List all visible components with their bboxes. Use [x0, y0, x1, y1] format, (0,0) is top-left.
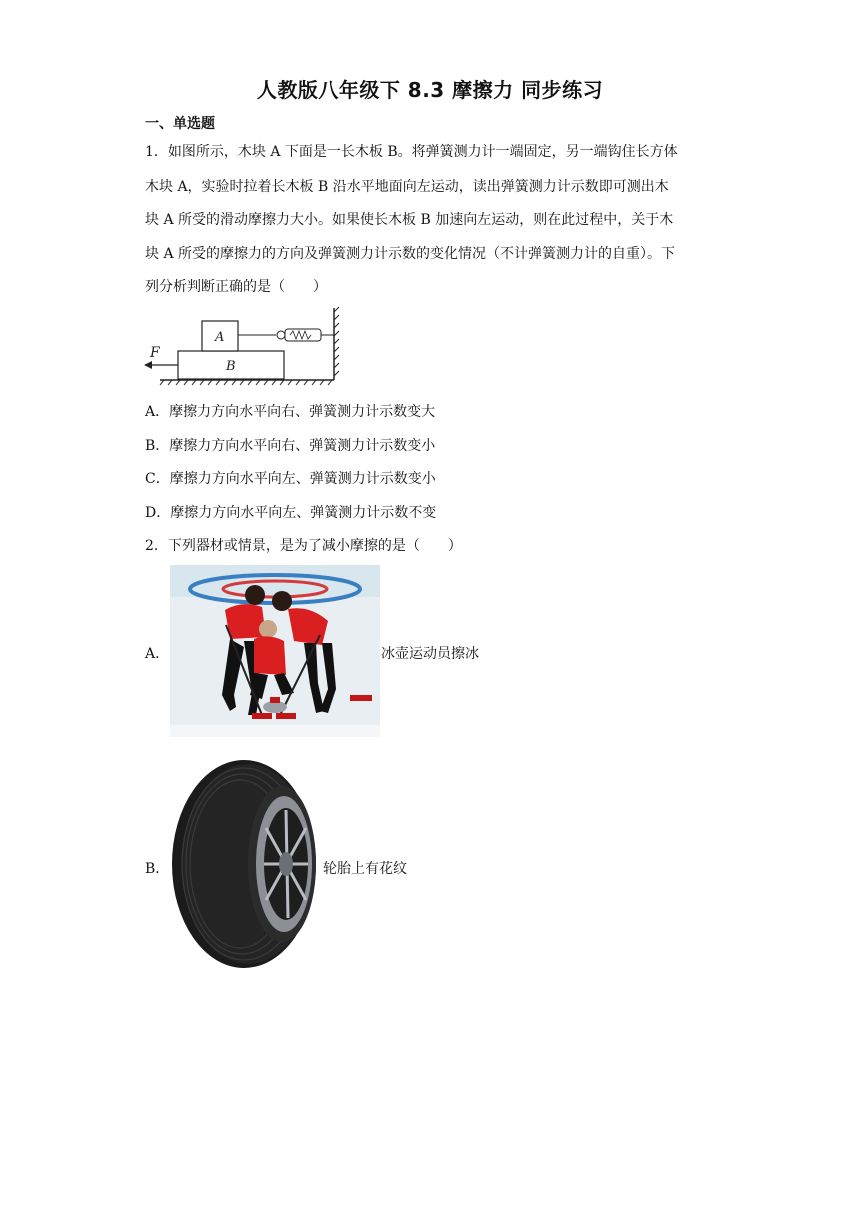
question-1-line-4: 块 A 所受的摩擦力的方向及弹簧测力计示数的变化情况（不计弹簧测力计的自重）。下	[145, 246, 676, 262]
q1-option-d[interactable]: D．摩擦力方向水平向左、弹簧测力计示数不变	[145, 505, 437, 521]
block-a-label: A	[215, 330, 225, 345]
question-2-stem: 2．下列器材或情景，是为了减小摩擦的是（ ）	[145, 538, 462, 554]
q2-option-a-caption: 冰壶运动员擦冰	[381, 646, 479, 662]
question-1-line-5: 列分析判断正确的是（ ）	[145, 279, 327, 295]
q2-option-b-letter[interactable]: B．	[145, 861, 170, 877]
hook-ring	[277, 331, 285, 339]
friction-experiment-diagram	[140, 306, 340, 386]
q2-option-b-caption: 轮胎上有花纹	[323, 861, 407, 877]
q1-option-b[interactable]: B．摩擦力方向水平向右、弹簧测力计示数变小	[145, 438, 436, 454]
q1-option-c[interactable]: C．摩擦力方向水平向左、弹簧测力计示数变小	[145, 471, 436, 487]
question-1-line-3: 块 A 所受的滑动摩擦力大小。如果使长木板 B 加速向左运动，则在此过程中，关于木	[145, 212, 674, 228]
question-1-line-1: 1．如图所示，木块 A 下面是一长木板 B。将弹簧测力计一端固定，另一端钩住长方体	[145, 144, 678, 160]
question-1-line-2: 木块 A，实验时拉着长木板 B 沿水平地面向左运动，读出弹簧测力计示数即可测出木	[145, 179, 669, 195]
force-label: F	[150, 345, 160, 361]
board-b-label: B	[226, 359, 236, 374]
tire-tread-image	[170, 758, 320, 970]
q1-option-a[interactable]: A．摩擦力方向水平向右、弹簧测力计示数变大	[145, 404, 436, 420]
force-arrowhead	[144, 361, 152, 369]
section-heading: 一、单选题	[145, 116, 215, 132]
curling-sweepers-image	[170, 565, 380, 737]
page-title: 人教版八年级下 8.3 摩擦力 同步练习	[256, 78, 604, 102]
q2-option-a-letter[interactable]: A．	[145, 646, 170, 662]
